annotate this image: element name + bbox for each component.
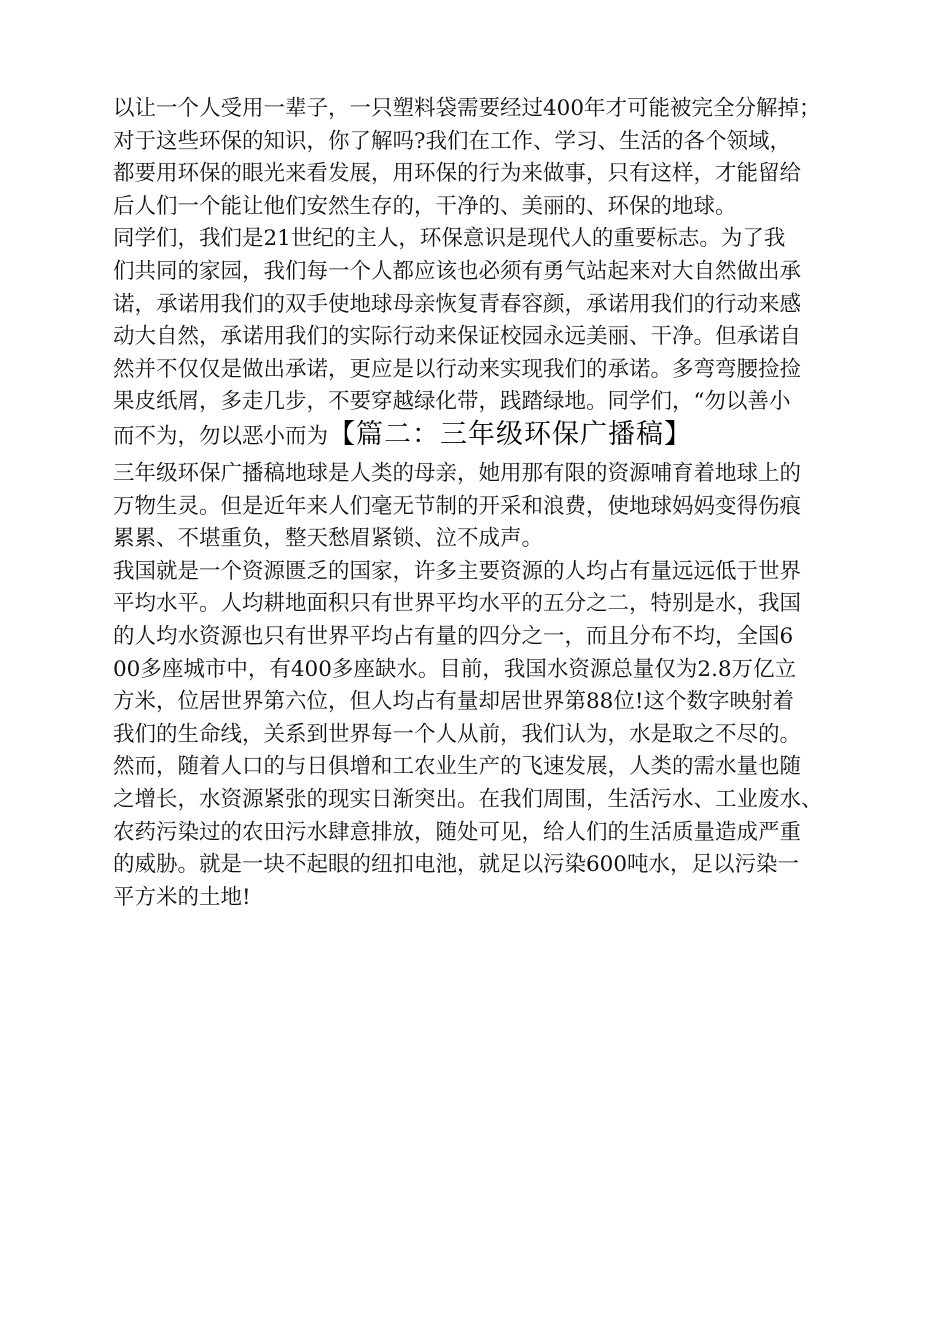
text-line: 同学们，我们是21世纪的主人，环保意识是现代人的重要标志。为了我 — [113, 226, 786, 252]
text-line: 之增长，水资源紧张的现实日渐突出。在我们周围，生活污水、工业废水、 — [113, 786, 823, 812]
text-line: 的威胁。就是一块不起眼的纽扣电池，就足以污染600吨水，足以污染一 — [113, 852, 800, 878]
text-line: 然而，随着人口的与日俱增和工农业生产的飞速发展，人类的需水量也随 — [113, 754, 802, 780]
text-line: 方米，位居世界第六位，但人均占有量却居世界第88位!这个数字映射着 — [113, 689, 795, 715]
text-line: 以让一个人受用一辈子，一只塑料袋需要经过400年才可能被完全分解掉； — [113, 96, 821, 121]
text-line: 诺，承诺用我们的双手使地球母亲恢复青春容颜，承诺用我们的行动来感 — [113, 291, 802, 317]
paragraph-section-2 — [113, 458, 873, 914]
text-line: 三年级环保广播稿地球是人类的母亲，她用那有限的资源哺育着地球上的 — [113, 461, 802, 486]
heading-prefix-text: 而不为，勿以恶小而为 — [113, 423, 329, 449]
text-line: 动大自然，承诺用我们的实际行动来保证校园永远美丽、干净。但承诺自 — [113, 324, 802, 350]
text-line: 平均水平。人均耕地面积只有世界平均水平的五分之二，特别是水，我国 — [113, 591, 802, 617]
text-line: 都要用环保的眼光来看发展，用环保的行为来做事，只有这样，才能留给 — [113, 161, 802, 187]
text-line: 们共同的家园，我们每一个人都应该也必须有勇气站起来对大自然做出承 — [113, 258, 802, 284]
text-line: 然并不仅仅是做出承诺，更应是以行动来实现我们的承诺。多弯弯腰捡捡 — [113, 356, 802, 382]
text-line: 我国就是一个资源匮乏的国家，许多主要资源的人均占有量远远低于世界 — [113, 558, 802, 584]
heading-line — [113, 419, 873, 459]
text-line: 果皮纸屑，多走几步，不要穿越绿化带，践踏绿地。同学们，“勿以善小 — [113, 389, 791, 415]
text-line: 的人均水资源也只有世界平均占有量的四分之一，而且分布不均，全国6 — [113, 623, 794, 649]
text-line: 农药污染过的农田污水肆意排放，随处可见，给人们的生活质量造成严重 — [113, 819, 802, 845]
text-line: 后人们一个能让他们安然生存的，干净的、美丽的、环保的地球。 — [113, 193, 737, 219]
text-line: 万物生灵。但是近年来人们毫无节制的开采和浪费，使地球妈妈变得伤痕 — [113, 493, 802, 519]
section-heading: 【篇二：三年级环保广播稿】 — [328, 418, 693, 450]
text-line: 对于这些环保的知识，你了解吗?我们在工作、学习、生活的各个领域， — [113, 128, 792, 154]
paragraph-section-1 — [113, 93, 873, 459]
text-line: 累累、不堪重负，整天愁眉紧锁、泣不成声。 — [113, 526, 544, 552]
text-line: 平方米的土地! — [113, 884, 251, 910]
text-line: 我们的生命线，关系到世界每一个人从前，我们认为，水是取之不尽的。 — [113, 721, 802, 747]
text-line: 00多座城市中，有400多座缺水。目前，我国水资源总量仅为2.8万亿立 — [113, 656, 797, 682]
